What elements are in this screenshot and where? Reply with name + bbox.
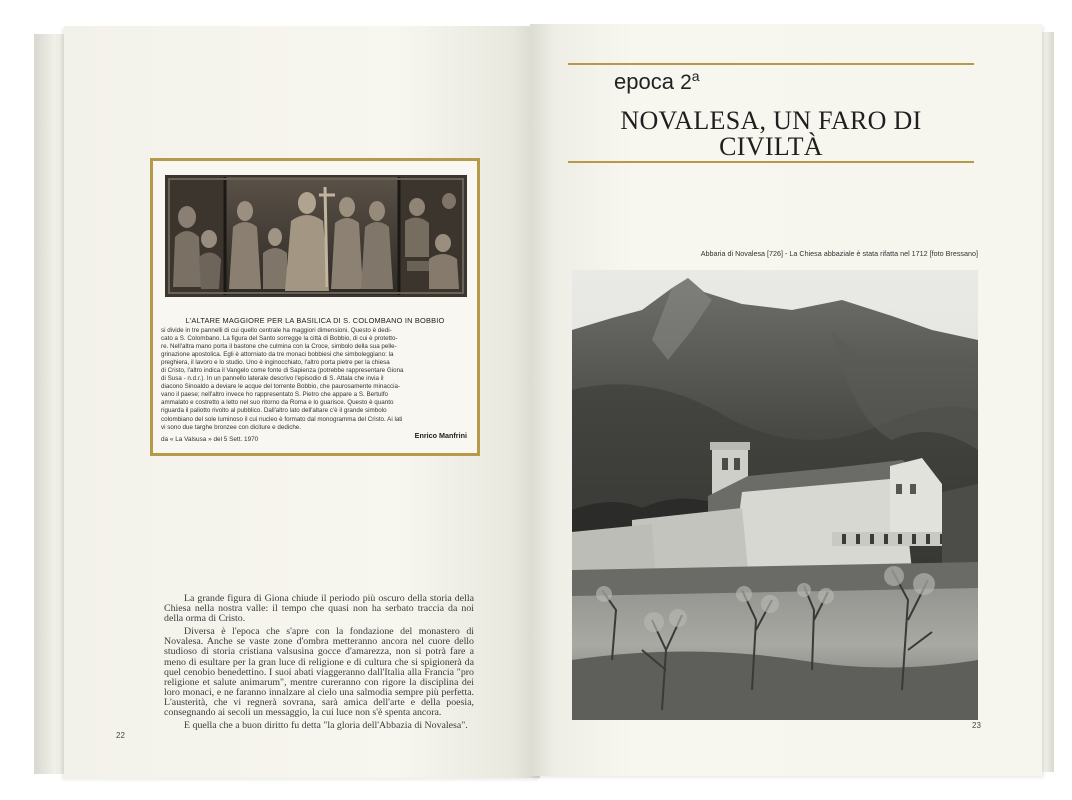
epoca-label bbox=[614, 68, 700, 95]
caption-line: cato a S. Colombano. La figura del Santo sorregge la città di Bobbio, di cui è protetto- bbox=[161, 335, 398, 343]
page-number-left: 22 bbox=[116, 731, 125, 740]
body-paragraph: La grande figura di Giona chiude il periodo più oscuro della storia della Chiesa nella nostra valle: il tempo che quasi non ha serbato traccia da noi della orma di Cristo. bbox=[164, 593, 474, 625]
altar-caption-title: L'ALTARE MAGGIORE PER LA BASILICA DI S. COLOMBANO IN BOBBIO bbox=[185, 316, 445, 325]
epoca-word: epoca bbox=[614, 69, 674, 94]
body-paragraph: E quella che a buon diritto fu detta "la gloria dell'Abbazia di Novalesa". bbox=[184, 720, 468, 732]
altar-relief-photo bbox=[165, 175, 467, 297]
caption-line: re. Nell'altra mano porta il bastone che culmina con la Croce, simbolo della sua pelle- bbox=[161, 343, 397, 351]
altar-caption-body bbox=[161, 327, 475, 432]
page-headline bbox=[596, 108, 946, 160]
abbey-photo-caption: Abbaria di Novalesa [726] - La Chiesa abbaziale è stata rifatta nel 1712 [foto Bressano] bbox=[700, 249, 978, 258]
gold-rule-bottom bbox=[568, 161, 974, 163]
caption-line: si divide in tre pannelli di cui quello centrale ha maggiori dimensioni. Questo è dedi- bbox=[161, 327, 392, 334]
abbey-photo bbox=[572, 270, 978, 720]
caption-line: grinazione apostolica. Egli è attorniato da tre monaci bobbiesi che simboleggiano: la bbox=[161, 351, 394, 359]
page-number-right: 23 bbox=[972, 721, 981, 730]
caption-line: diacono Sinoaldo a deviare le acque del torrente Bobbio, che paurosamente minaccia- bbox=[161, 383, 401, 391]
caption-line: riguarda il paliotto rivolto al pubblico. Dall'altro lato dell'altare c'è il grande simbolo bbox=[161, 407, 387, 415]
caption-line: di Cristo, l'altro indica il Vangelo come fonte di Sapienza (potrebbe rappresentare Giona bbox=[161, 367, 404, 375]
body-paragraph: Diversa è l'epoca che s'apre con la fondazione del monastero di Novalesa. Anche se vaste zone d'ombra metteranno ancora nel cuore dello studioso di storia cristiana valsusina gocce d'amarezza, non si potrà fare a meno di esultare per la gran luce di religione e di cultura che si spigionerà da quel cenobio benedettino. I suoi abati viaggeranno dall'Italia alla Francia "pro religione et salute animarum", mentre cureranno con rigore la disciplina dei loro monaci, e ne faranno innalzare al cielo una salmodia sempre più perfetta. L'austerità, che vi regnerà sovrana, sarà amica dell'arte e della poesia, consegnando ai secoli un messaggio, la cui luce non s'è spenta ancora. bbox=[164, 626, 474, 719]
caption-line: vano il paese; nell'altro invece ho rappresentato S. Pietro che appare a S. Bertulfo bbox=[161, 391, 389, 399]
epoca-number: 2 bbox=[680, 71, 692, 94]
gold-rule-top bbox=[568, 63, 974, 65]
caption-author: Enrico Manfrini bbox=[414, 431, 467, 440]
caption-source: da « La Valsusa » del 5 Sett. 1970 bbox=[161, 436, 259, 443]
caption-line: colombiano del sole luminoso il cui nucleo è formato dal monogramma del Cristo. Ai lati bbox=[161, 415, 403, 423]
caption-line: preghiera, il lavoro e lo studio. Uno è inginocchiato, l'altro porta pietre per la chiesa bbox=[161, 359, 390, 367]
headline-line-2: CIVILTÀ bbox=[719, 132, 823, 161]
epoca-superscript: a bbox=[691, 68, 700, 84]
altar-caption-frame bbox=[150, 158, 480, 456]
caption-line: di Susa - n.d.r.). In un pannello laterale descrivo l'episodio di S. Attala che invia il bbox=[161, 375, 384, 383]
left-body-text bbox=[164, 594, 474, 731]
caption-line: ammalato e costretto a letto nel suo ritorno da Roma e lo guarisce. Questo è quanto bbox=[161, 399, 394, 407]
headline-line-1: NOVALESA, UN FARO DI bbox=[620, 106, 922, 135]
left-page-edge bbox=[34, 34, 68, 774]
caption-line: vi sono due targhe bronzee con diciture e dediche. bbox=[161, 423, 302, 431]
